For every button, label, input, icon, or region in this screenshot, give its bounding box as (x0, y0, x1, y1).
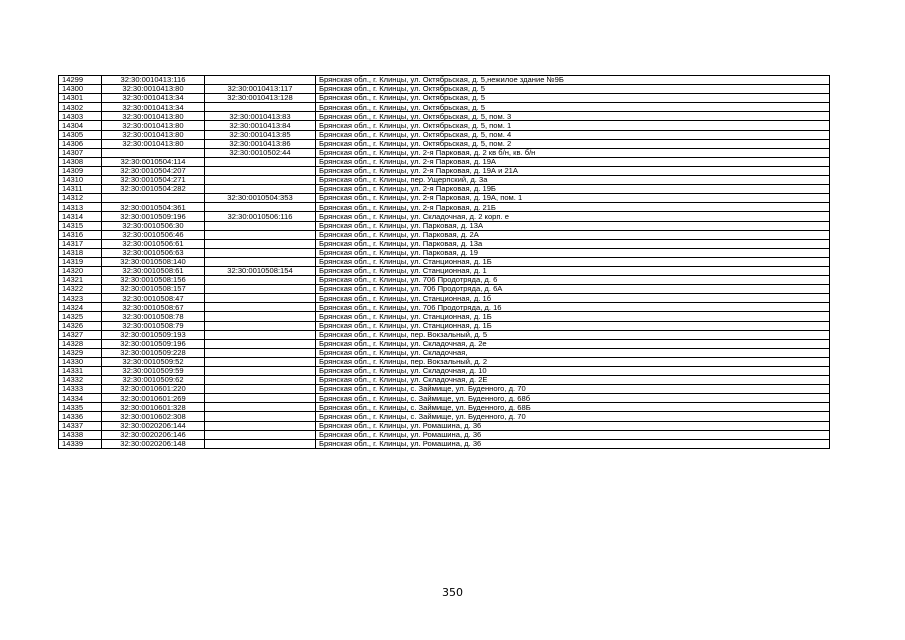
cadastral-number-cell: 32:30:0010504:282 (102, 185, 205, 194)
row-number-cell: 14339 (59, 439, 102, 448)
row-number-cell: 14319 (59, 257, 102, 266)
cadastral-number-cell: 32:30:0010508:47 (102, 294, 205, 303)
address-cell: Брянская обл., г. Клинцы, ул. Складочная, д. 2 корп. е (316, 212, 830, 221)
cadastral-number-cell: 32:30:0010509:62 (102, 376, 205, 385)
address-cell: Брянская обл., г. Клинцы, с. Займище, ул. Буденного, д. 70 (316, 412, 830, 421)
cadastral-number-cell: 32:30:0010508:79 (102, 321, 205, 330)
row-number-cell: 14328 (59, 339, 102, 348)
row-number-cell: 14309 (59, 166, 102, 175)
related-cadastral-number-cell (205, 248, 316, 257)
address-cell: Брянская обл., г. Клинцы, ул. Станционная, д. 1 (316, 266, 830, 275)
address-cell: Брянская обл., г. Клинцы, ул. Октябрьская, д. 5, пом. 3 (316, 112, 830, 121)
cadastral-number-cell: 32:30:0010413:80 (102, 112, 205, 121)
table-row (59, 321, 830, 330)
row-number-cell: 14336 (59, 412, 102, 421)
related-cadastral-number-cell (205, 166, 316, 175)
related-cadastral-number-cell: 32:30:0010413:117 (205, 85, 316, 94)
related-cadastral-number-cell (205, 312, 316, 321)
address-cell: Брянская обл., г. Клинцы, ул. Октябрьская, д. 5, пом. 4 (316, 130, 830, 139)
table-row (59, 85, 830, 94)
row-number-cell: 14301 (59, 94, 102, 103)
table-row (59, 348, 830, 357)
table-row (59, 76, 830, 85)
address-cell: Брянская обл., г. Клинцы, ул. Ромашина, д. 36 (316, 421, 830, 430)
address-cell: Брянская обл., г. Клинцы, с. Займище, ул. Буденного, д. 68Б (316, 403, 830, 412)
related-cadastral-number-cell (205, 276, 316, 285)
row-number-cell: 14324 (59, 303, 102, 312)
related-cadastral-number-cell: 32:30:0010413:83 (205, 112, 316, 121)
table-row (59, 439, 830, 448)
row-number-cell: 14332 (59, 376, 102, 385)
related-cadastral-number-cell: 32:30:0010413:128 (205, 94, 316, 103)
row-number-cell: 14317 (59, 239, 102, 248)
address-cell: Брянская обл., г. Клинцы, ул. Парковая, д. 13А (316, 221, 830, 230)
cadastral-number-cell: 32:30:0020206:148 (102, 439, 205, 448)
cadastral-number-cell: 32:30:0010413:80 (102, 130, 205, 139)
address-cell: Брянская обл., г. Клинцы, ул. Октябрьская, д. 5 (316, 85, 830, 94)
table-row (59, 194, 830, 203)
address-cell: Брянская обл., г. Клинцы, ул. Парковая, д. 2А (316, 230, 830, 239)
address-cell: Брянская обл., г. Клинцы, ул. 2-я Парковая, д. 19А, пом. 1 (316, 194, 830, 203)
row-number-cell: 14310 (59, 176, 102, 185)
cadastral-number-cell: 32:30:0010508:140 (102, 257, 205, 266)
cadastral-number-cell: 32:30:0010509:193 (102, 330, 205, 339)
table-row (59, 312, 830, 321)
related-cadastral-number-cell (205, 303, 316, 312)
cadastral-number-cell: 32:30:0020206:146 (102, 430, 205, 439)
cadastral-number-cell (102, 148, 205, 157)
cadastral-number-cell: 32:30:0010508:157 (102, 285, 205, 294)
row-number-cell: 14305 (59, 130, 102, 139)
related-cadastral-number-cell (205, 230, 316, 239)
address-cell: Брянская обл., г. Клинцы, ул. Складочная, д. 10 (316, 367, 830, 376)
cadastral-number-cell (102, 194, 205, 203)
address-cell: Брянская обл., г. Клинцы, ул. Складочная, (316, 348, 830, 357)
row-number-cell: 14318 (59, 248, 102, 257)
table-row (59, 212, 830, 221)
address-cell: Брянская обл., г. Клинцы, ул. Станционная, д. 1б (316, 294, 830, 303)
cadastral-number-cell: 32:30:0010506:63 (102, 248, 205, 257)
related-cadastral-number-cell (205, 367, 316, 376)
address-cell: Брянская обл., г. Клинцы, ул. Октябрьская, д. 5,нежилое здание №9Б (316, 76, 830, 85)
address-cell: Брянская обл., г. Клинцы, пер. Вокзальный, д. 5 (316, 330, 830, 339)
related-cadastral-number-cell (205, 203, 316, 212)
table-row (59, 367, 830, 376)
cadastral-number-cell: 32:30:0010601:328 (102, 403, 205, 412)
table-row (59, 266, 830, 275)
cadastral-number-cell: 32:30:0010509:196 (102, 212, 205, 221)
address-cell: Брянская обл., г. Клинцы, ул. Ромашина, д. 36 (316, 430, 830, 439)
related-cadastral-number-cell (205, 221, 316, 230)
row-number-cell: 14303 (59, 112, 102, 121)
related-cadastral-number-cell: 32:30:0010504:353 (205, 194, 316, 203)
cadastral-number-cell: 32:30:0010508:61 (102, 266, 205, 275)
row-number-cell: 14313 (59, 203, 102, 212)
row-number-cell: 14329 (59, 348, 102, 357)
cadastral-number-cell: 32:30:0010509:228 (102, 348, 205, 357)
cadastral-number-cell: 32:30:0010508:78 (102, 312, 205, 321)
table-row (59, 203, 830, 212)
row-number-cell: 14325 (59, 312, 102, 321)
cadastral-number-cell: 32:30:0010509:52 (102, 357, 205, 366)
cadastral-number-cell: 32:30:0010504:361 (102, 203, 205, 212)
related-cadastral-number-cell: 32:30:0010413:84 (205, 121, 316, 130)
row-number-cell: 14304 (59, 121, 102, 130)
row-number-cell: 14320 (59, 266, 102, 275)
cadastral-number-cell: 32:30:0010413:80 (102, 121, 205, 130)
table-row (59, 166, 830, 175)
table-row (59, 148, 830, 157)
related-cadastral-number-cell (205, 185, 316, 194)
table-row (59, 394, 830, 403)
related-cadastral-number-cell (205, 285, 316, 294)
row-number-cell: 14334 (59, 394, 102, 403)
address-cell: Брянская обл., г. Клинцы, ул. Ромашина, д. 36 (316, 439, 830, 448)
address-cell: Брянская обл., г. Клинцы, ул. Парковая, д. 19 (316, 248, 830, 257)
row-number-cell: 14314 (59, 212, 102, 221)
table-row (59, 421, 830, 430)
related-cadastral-number-cell (205, 157, 316, 166)
related-cadastral-number-cell (205, 376, 316, 385)
related-cadastral-number-cell (205, 357, 316, 366)
cadastral-number-cell: 32:30:0010508:67 (102, 303, 205, 312)
cadastral-number-cell: 32:30:0010506:46 (102, 230, 205, 239)
address-cell: Брянская обл., г. Клинцы, ул. Октябрьская, д. 5, пом. 2 (316, 139, 830, 148)
row-number-cell: 14302 (59, 103, 102, 112)
address-cell: Брянская обл., г. Клинцы, ул. 706 Продотряда, д. 6 (316, 276, 830, 285)
cadastral-number-cell: 32:30:0010413:34 (102, 94, 205, 103)
address-cell: Брянская обл., г. Клинцы, пер. Вокзальный, д. 2 (316, 357, 830, 366)
row-number-cell: 14316 (59, 230, 102, 239)
row-number-cell: 14331 (59, 367, 102, 376)
cadastral-number-cell: 32:30:0010413:34 (102, 103, 205, 112)
address-cell: Брянская обл., г. Клинцы, ул. Станционная, д. 1Б (316, 312, 830, 321)
row-number-cell: 14311 (59, 185, 102, 194)
registry-table-body (59, 76, 830, 449)
table-row (59, 376, 830, 385)
table-row (59, 294, 830, 303)
row-number-cell: 14327 (59, 330, 102, 339)
table-row (59, 185, 830, 194)
row-number-cell: 14308 (59, 157, 102, 166)
related-cadastral-number-cell (205, 439, 316, 448)
related-cadastral-number-cell (205, 103, 316, 112)
registry-table (58, 75, 830, 449)
table-row (59, 385, 830, 394)
row-number-cell: 14299 (59, 76, 102, 85)
table-row (59, 103, 830, 112)
row-number-cell: 14323 (59, 294, 102, 303)
cadastral-number-cell: 32:30:0010504:114 (102, 157, 205, 166)
row-number-cell: 14315 (59, 221, 102, 230)
row-number-cell: 14300 (59, 85, 102, 94)
row-number-cell: 14322 (59, 285, 102, 294)
table-row (59, 139, 830, 148)
cadastral-number-cell: 32:30:0010602:308 (102, 412, 205, 421)
table-row (59, 339, 830, 348)
address-cell: Брянская обл., г. Клинцы, ул. 706 Продотряда, д. 16 (316, 303, 830, 312)
related-cadastral-number-cell (205, 412, 316, 421)
row-number-cell: 14333 (59, 385, 102, 394)
related-cadastral-number-cell (205, 76, 316, 85)
address-cell: Брянская обл., г. Клинцы, ул. 2-я Парковая, д. 19А и 21А (316, 166, 830, 175)
related-cadastral-number-cell (205, 294, 316, 303)
table-row (59, 157, 830, 166)
table-row (59, 112, 830, 121)
table-row (59, 357, 830, 366)
row-number-cell: 14306 (59, 139, 102, 148)
table-row (59, 130, 830, 139)
address-cell: Брянская обл., г. Клинцы, ул. Станционная, д. 1Б (316, 321, 830, 330)
table-row (59, 257, 830, 266)
table-row (59, 94, 830, 103)
table-row (59, 430, 830, 439)
address-cell: Брянская обл., г. Клинцы, ул. Октябрьская, д. 5, пом. 1 (316, 121, 830, 130)
table-row (59, 230, 830, 239)
address-cell: Брянская обл., г. Клинцы, ул. 706 Продотряда, д. 6А (316, 285, 830, 294)
related-cadastral-number-cell (205, 421, 316, 430)
related-cadastral-number-cell (205, 394, 316, 403)
address-cell: Брянская обл., г. Клинцы, ул. Складочная, д. 2е (316, 339, 830, 348)
address-cell: Брянская обл., г. Клинцы, ул. 2-я Парковая, д. 19Б (316, 185, 830, 194)
row-number-cell: 14321 (59, 276, 102, 285)
related-cadastral-number-cell (205, 239, 316, 248)
related-cadastral-number-cell (205, 430, 316, 439)
table-row (59, 176, 830, 185)
related-cadastral-number-cell (205, 257, 316, 266)
address-cell: Брянская обл., г. Клинцы, ул. 2-я Парковая, д. 21Б (316, 203, 830, 212)
related-cadastral-number-cell (205, 403, 316, 412)
related-cadastral-number-cell: 32:30:0010413:85 (205, 130, 316, 139)
table-row (59, 303, 830, 312)
table-row (59, 412, 830, 421)
cadastral-number-cell: 32:30:0010506:30 (102, 221, 205, 230)
related-cadastral-number-cell: 32:30:0010502:44 (205, 148, 316, 157)
address-cell: Брянская обл., г. Клинцы, пер. Ущерпский, д. 3а (316, 176, 830, 185)
cadastral-number-cell: 32:30:0010413:80 (102, 139, 205, 148)
related-cadastral-number-cell (205, 176, 316, 185)
cadastral-number-cell: 32:30:0010413:80 (102, 85, 205, 94)
cadastral-number-cell: 32:30:0010413:116 (102, 76, 205, 85)
address-cell: Брянская обл., г. Клинцы, ул. 2-я Парковая, д. 2 кв б/н, кв. б/н (316, 148, 830, 157)
cadastral-number-cell: 32:30:0010509:59 (102, 367, 205, 376)
cadastral-number-cell: 32:30:0020206:144 (102, 421, 205, 430)
related-cadastral-number-cell (205, 385, 316, 394)
table-row (59, 239, 830, 248)
row-number-cell: 14338 (59, 430, 102, 439)
cadastral-number-cell: 32:30:0010504:271 (102, 176, 205, 185)
address-cell: Брянская обл., г. Клинцы, с. Займище, ул. Буденного, д. 70 (316, 385, 830, 394)
address-cell: Брянская обл., г. Клинцы, ул. Станционная, д. 1Б (316, 257, 830, 266)
cadastral-number-cell: 32:30:0010509:196 (102, 339, 205, 348)
row-number-cell: 14337 (59, 421, 102, 430)
table-row (59, 285, 830, 294)
cadastral-number-cell: 32:30:0010504:207 (102, 166, 205, 175)
cadastral-number-cell: 32:30:0010601:220 (102, 385, 205, 394)
cadastral-number-cell: 32:30:0010601:269 (102, 394, 205, 403)
address-cell: Брянская обл., г. Клинцы, ул. Октябрьская, д. 5 (316, 103, 830, 112)
table-row (59, 276, 830, 285)
row-number-cell: 14330 (59, 357, 102, 366)
table-row (59, 248, 830, 257)
row-number-cell: 14335 (59, 403, 102, 412)
related-cadastral-number-cell: 32:30:0010506:116 (205, 212, 316, 221)
related-cadastral-number-cell (205, 330, 316, 339)
page-number: 350 (442, 586, 463, 599)
address-cell: Брянская обл., г. Клинцы, ул. Парковая, д. 13а (316, 239, 830, 248)
row-number-cell: 14326 (59, 321, 102, 330)
related-cadastral-number-cell: 32:30:0010508:154 (205, 266, 316, 275)
address-cell: Брянская обл., г. Клинцы, с. Займище, ул. Буденного, д. 68б (316, 394, 830, 403)
table-row (59, 403, 830, 412)
table-row (59, 221, 830, 230)
related-cadastral-number-cell: 32:30:0010413:86 (205, 139, 316, 148)
address-cell: Брянская обл., г. Клинцы, ул. Октябрьская, д. 5 (316, 94, 830, 103)
table-row (59, 330, 830, 339)
row-number-cell: 14307 (59, 148, 102, 157)
cadastral-number-cell: 32:30:0010506:61 (102, 239, 205, 248)
address-cell: Брянская обл., г. Клинцы, ул. Складочная, д. 2Е (316, 376, 830, 385)
cadastral-number-cell: 32:30:0010508:156 (102, 276, 205, 285)
related-cadastral-number-cell (205, 339, 316, 348)
related-cadastral-number-cell (205, 321, 316, 330)
row-number-cell: 14312 (59, 194, 102, 203)
related-cadastral-number-cell (205, 348, 316, 357)
table-row (59, 121, 830, 130)
address-cell: Брянская обл., г. Клинцы, ул. 2-я Парковая, д. 19А (316, 157, 830, 166)
